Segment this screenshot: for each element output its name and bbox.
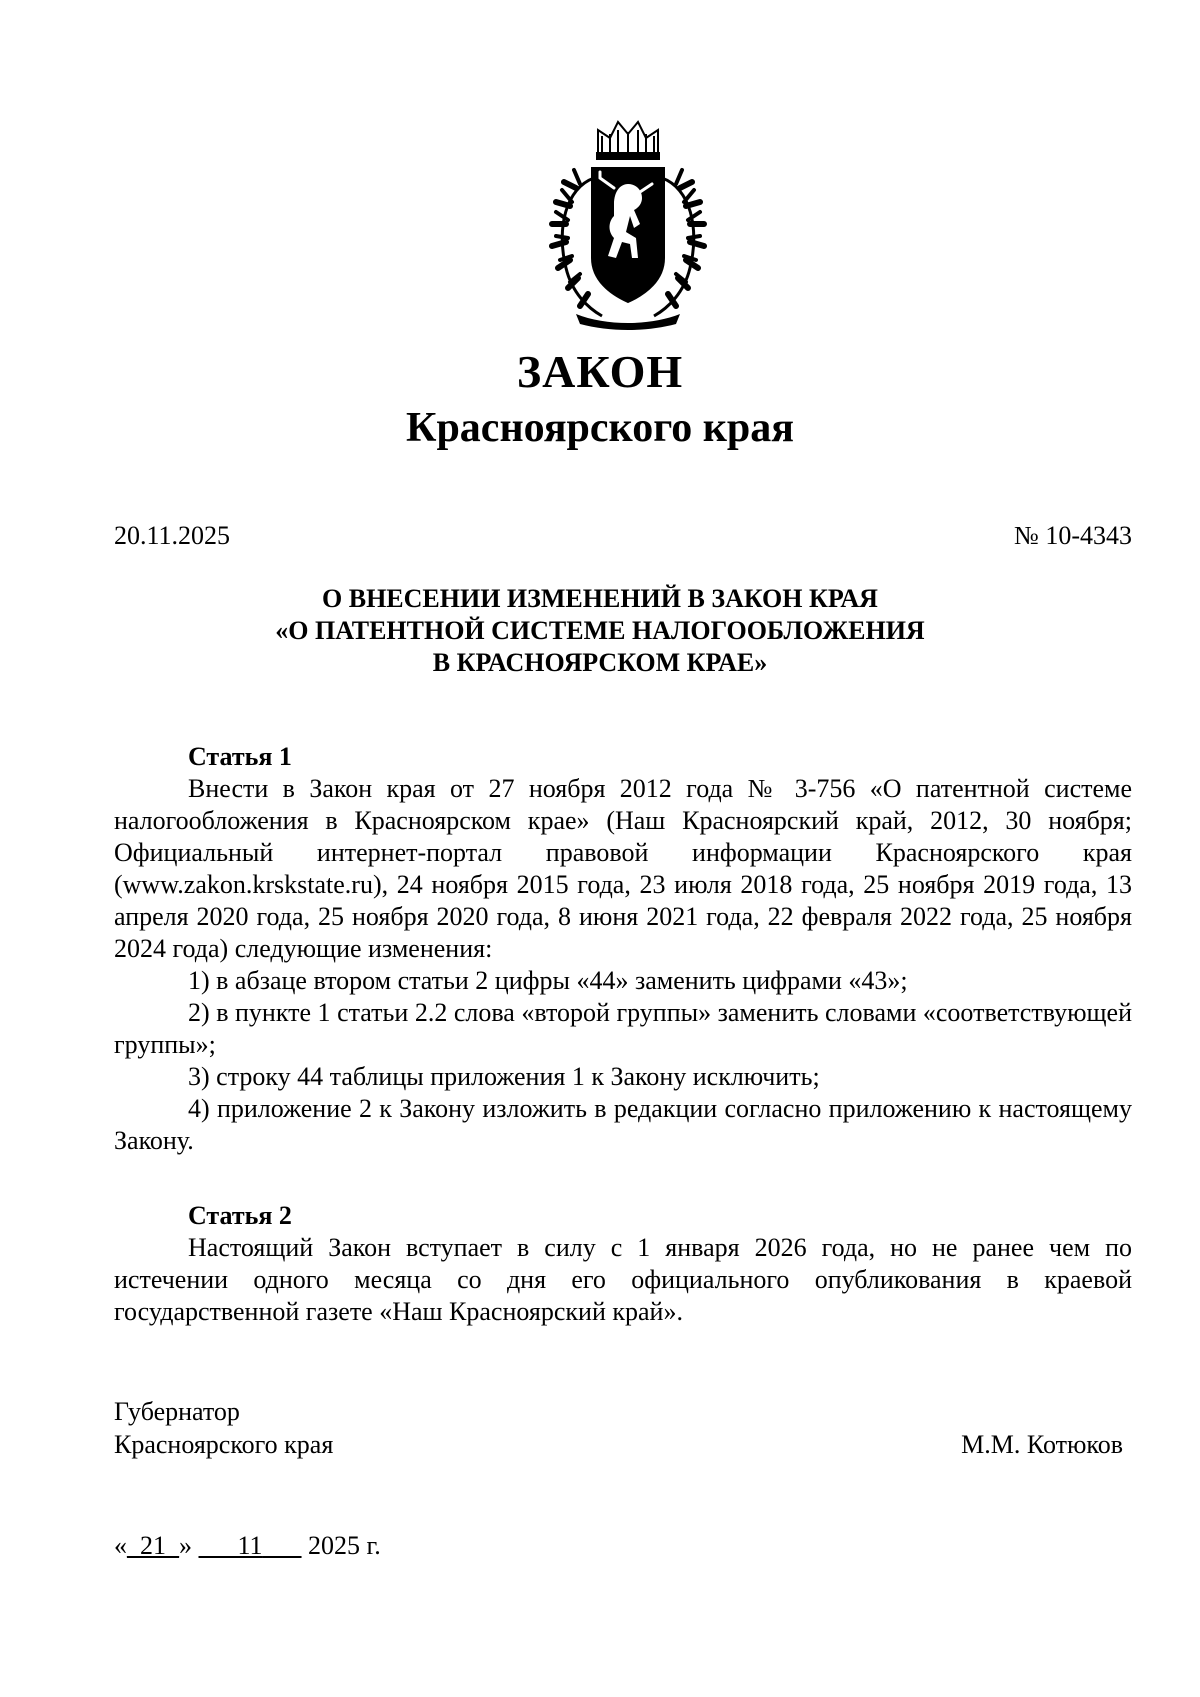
law-heading [0,583,1200,679]
article-1-item: 2) в пункте 1 статьи 2.2 слова «второй группы» заменить словами «соответствующей группы»; [114,998,1132,1059]
article-2-title: Статья 2 [188,1201,292,1230]
article-2 [114,1200,1132,1328]
law-number: № 10-4343 [1014,521,1132,550]
article-1 [114,741,1132,1157]
article-1-title: Статья 1 [188,742,292,771]
signing-date-open-quote: « [114,1531,127,1560]
article-1-intro: Внести в Закон края от 27 ноября 2012 года № 3-756 «О патентной системе налогообложения в Красноярском крае» (Наш Красноярский край, 2012, 30 ноября; Официальный интернет-портал правовой информации Красноярского края (www.zakon.krskstate.ru), 24 ноября 2015 года, 23 июля 2018 года, 25 ноября 2019 года, 13 апреля 2020 года, 25 ноября 2020 года, 8 июня 2021 года, 22 февраля 2022 года, 25 ноября 2024 года) следующие изменения: [114,774,1132,963]
article-2-text: Настоящий Закон вступает в силу с 1 января 2026 года, но не ранее чем по истечении одного месяца со дня его официального опубликования в краевой государственной газете «Наш Красноярский край». [114,1233,1132,1326]
signatory-position-line: Губернатор [114,1397,240,1426]
signatory-name: М.М. Котюков [961,1430,1123,1459]
signatory-position-line: Красноярского края [114,1430,334,1459]
heading-line: В КРАСНОЯРСКОМ КРАЕ» [432,648,768,677]
law-date: 20.11.2025 [114,521,231,550]
article-1-item: 3) строку 44 таблицы приложения 1 к Закону исключить; [188,1062,820,1091]
law-title: ЗАКОН [516,346,684,397]
signing-date-day: _21_ [127,1531,179,1560]
signatory-position [114,1395,333,1461]
article-1-item: 1) в абзаце втором статьи 2 цифры «44» заменить цифрами «43»; [188,966,908,995]
heading-line: О ВНЕСЕНИИ ИЗМЕНЕНИЙ В ЗАКОН КРАЯ [322,584,878,613]
article-1-item: 4) приложение 2 к Закону изложить в редакции согласно приложению к настоящему Закону. [114,1094,1132,1155]
krasnoyarsk-coat-of-arms-icon [536,118,720,330]
law-subtitle: Красноярского края [405,405,795,451]
signing-date-year: 2025 г. [308,1531,381,1560]
signing-date [114,1530,381,1562]
heading-line: «О ПАТЕНТНОЙ СИСТЕМЕ НАЛОГООБЛОЖЕНИЯ [275,616,925,645]
signing-date-close-quote: » [179,1531,192,1560]
signing-date-month: 11 [237,1531,263,1560]
